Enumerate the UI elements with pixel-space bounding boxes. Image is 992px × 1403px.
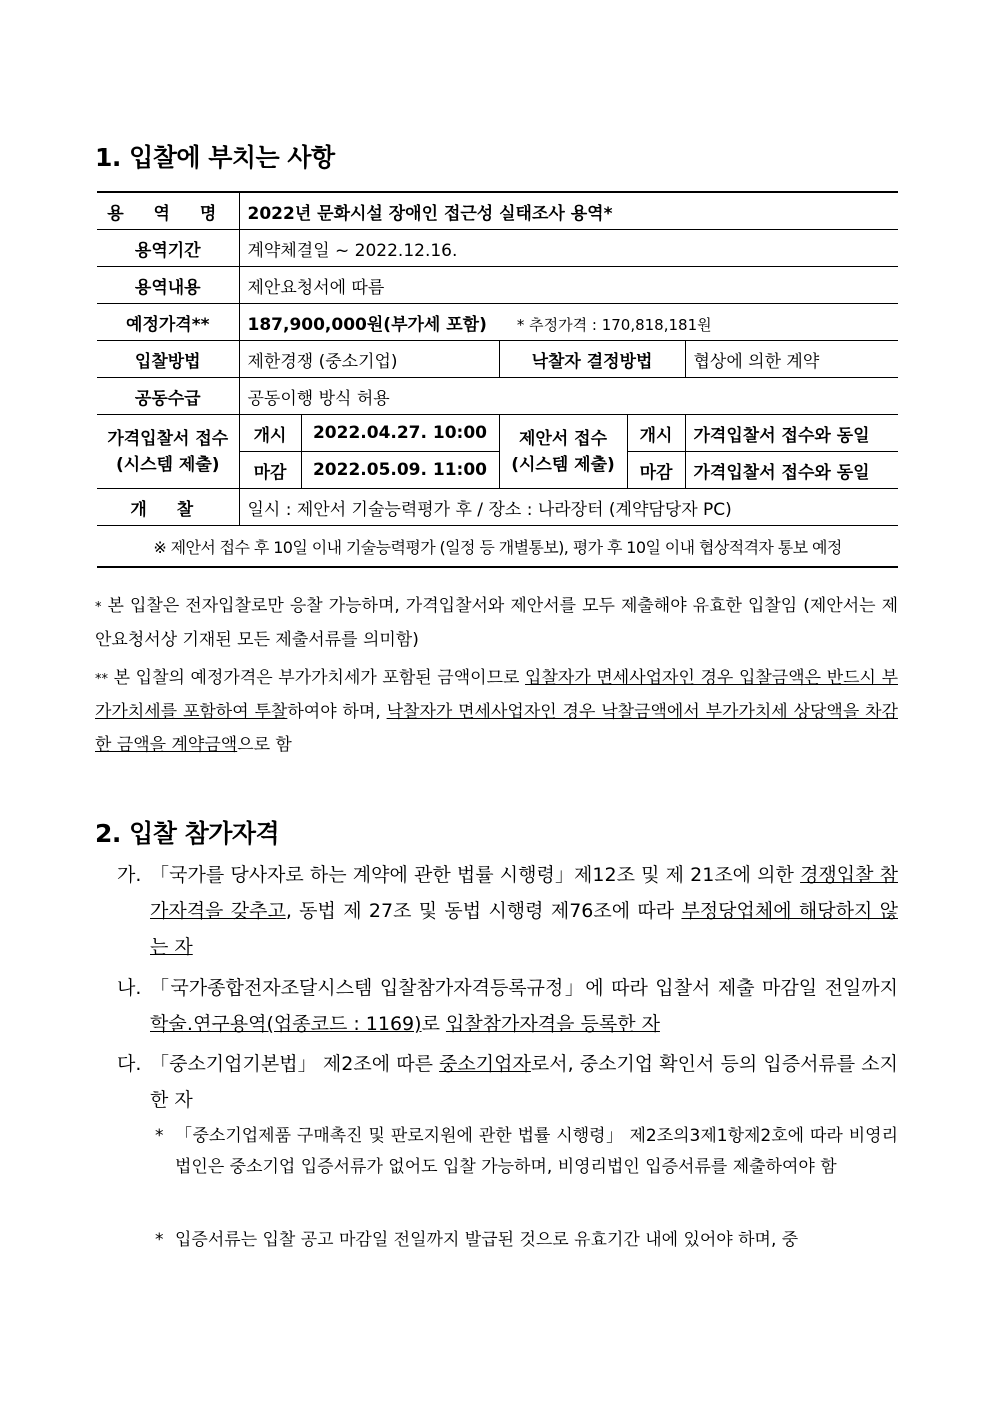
winner-decision-value: 협상에 의한 계약 — [685, 341, 898, 378]
service-name-label: 용 역 명 — [97, 192, 239, 230]
estimated-price-cell — [239, 304, 898, 341]
bid-method-label: 입찰방법 — [97, 341, 239, 378]
qualification-item-da: 다. 「중소기업기본법」 제2조에 따른 중소기업자로서, 중소기업 확인서 등의 입증서류를 소지한 자 — [117, 1053, 898, 1111]
joint-supply-value: 공동이행 방식 허용 — [239, 378, 898, 415]
proposal-open-value: 가격입찰서 접수와 동일 — [685, 415, 898, 452]
bid-opening-value: 일시 : 제안서 기술능력평가 후 / 장소 : 나라장터 (계약담당자 PC) — [239, 489, 898, 526]
proposal-open-label: 개시 — [627, 415, 685, 452]
table-row — [97, 341, 898, 378]
table-row — [97, 526, 898, 568]
service-content-label: 용역내용 — [97, 267, 239, 304]
price-bid-close-label: 마감 — [239, 452, 301, 489]
service-period-value: 계약체결일 ~ 2022.12.16. — [239, 230, 898, 267]
table-row — [97, 489, 898, 526]
winner-decision-label: 낙찰자 결정방법 — [499, 341, 685, 378]
joint-supply-label: 공동수급 — [97, 378, 239, 415]
sub-note-documents: * 입증서류는 입찰 공고 마감일 전일까지 발급된 것으로 유효기간 내에 있어야 하며, 중 — [155, 1230, 799, 1250]
table-row — [97, 378, 898, 415]
table-row — [97, 230, 898, 267]
table-row — [97, 304, 898, 341]
proposal-close-label: 마감 — [627, 452, 685, 489]
bid-method-value: 제한경쟁 (중소기업) — [239, 341, 499, 378]
estimated-price-label: 예정가격** — [97, 304, 239, 341]
estimated-price-note: * 추정가격 : 170,818,181원 — [516, 315, 712, 334]
bid-opening-label: 개 찰 — [97, 489, 239, 526]
section-1-heading: 1. 입찰에 부치는 사항 — [95, 143, 335, 172]
table-row — [97, 267, 898, 304]
table-row — [97, 192, 898, 230]
table-note: ※ 제안서 접수 후 10일 이내 기술능력평가 (일정 등 개별통보), 평가 후 10일 이내 협상적격자 통보 예정 — [97, 526, 898, 568]
proposal-submission-label: 제안서 접수 (시스템 제출) — [499, 415, 627, 489]
proposal-close-value: 가격입찰서 접수와 동일 — [685, 452, 898, 489]
note-electronic-bid: * 본 입찰은 전자입찰로만 응찰 가능하며, 가격입찰서와 제안서를 모두 제출해야 유효한 입찰임 (제안서는 제안요청서상 기재된 모든 제출서류를 의미함) — [95, 596, 898, 650]
price-bid-close-value: 2022.05.09. 11:00 — [301, 452, 499, 489]
sub-note-nonprofit: * 「중소기업제품 구매촉진 및 판로지원에 관한 법률 시행령」 제2조의3제1항제2호에 따라 비영리법인은 중소기업 입증서류가 없어도 입찰 가능하며, 비영리법인 입증서류를 제출하여야 함 — [155, 1126, 898, 1177]
price-bid-open-label: 개시 — [239, 415, 301, 452]
table-row — [97, 415, 898, 452]
estimated-price-value: 187,900,000원(부가세 포함) — [247, 314, 487, 335]
service-name-value: 2022년 문화시설 장애인 접근성 실태조사 용역* — [239, 192, 898, 230]
qualification-item-na: 나. 「국가종합전자조달시스템 입찰참가자격등록규정」에 따라 입찰서 제출 마감일 전일까지 학술․연구용역(업종코드 : 1169)로 입찰참가자격을 등록한 자 — [117, 977, 898, 1035]
price-bid-open-value: 2022.04.27. 10:00 — [301, 415, 499, 452]
section-2-heading: 2. 입찰 참가자격 — [95, 819, 280, 848]
service-period-label: 용역기간 — [97, 230, 239, 267]
qualification-item-ga: 가. 「국가를 당사자로 하는 계약에 관한 법률 시행령」제12조 및 제 21조에 의한 경쟁입찰 참가자격을 갖추고, 동법 제 27조 및 동법 시행령 제76조에 따라 부정당업체에 해당하지 않는 자 — [117, 864, 898, 958]
bid-info-table — [97, 191, 898, 568]
note-vat: ** 본 입찰의 예정가격은 부가가치세가 포함된 금액이므로 입찰자가 면세사업자인 경우 입찰금액은 반드시 부가가치세를 포함하여 투찰하여야 하며, 낙찰자가 면세사업자인 경우 낙찰금액에서 부가가치세 상당액을 차감한 금액을 계약금액으로 함 — [95, 668, 898, 755]
service-content-value: 제안요청서에 따름 — [239, 267, 898, 304]
price-bid-submission-label: 가격입찰서 접수 (시스템 제출) — [97, 415, 239, 489]
